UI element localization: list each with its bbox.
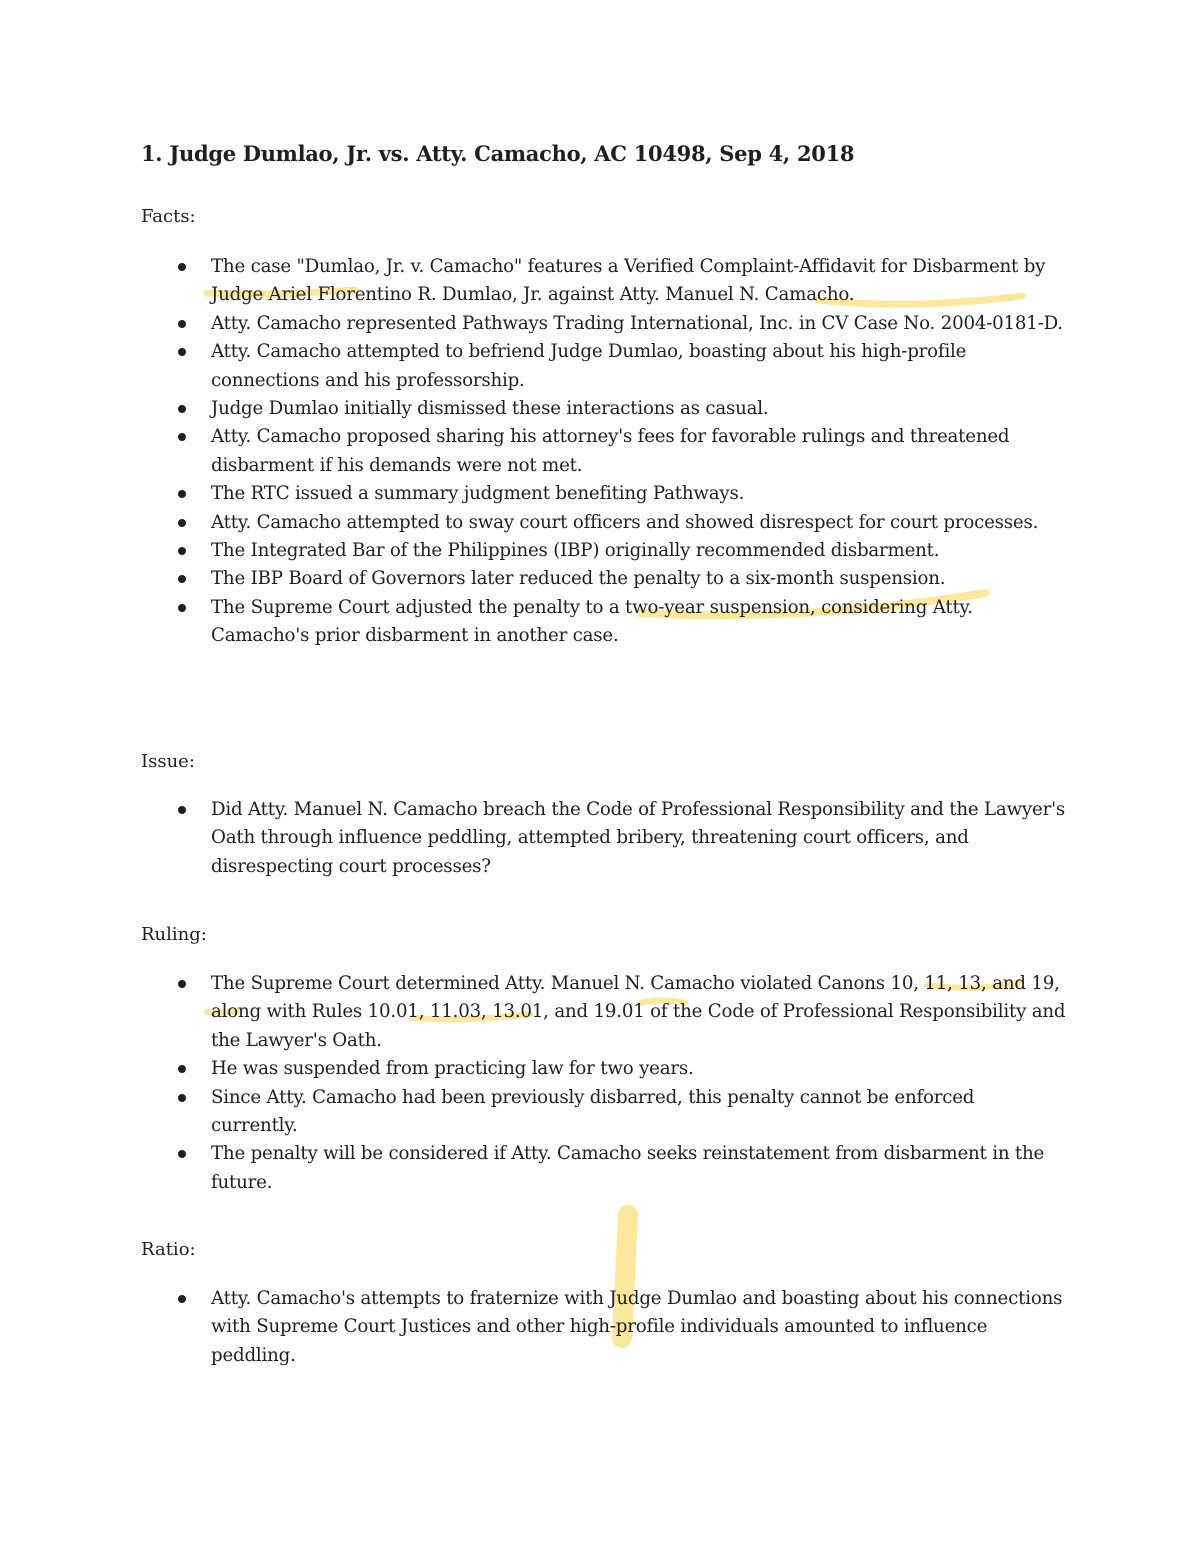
bullet-icon: [178, 1295, 186, 1303]
list-item: He was suspended from practicing law for two years.: [0, 1055, 1066, 1083]
list-item: The IBP Board of Governors later reduced the penalty to a six-month suspension.: [0, 565, 1066, 593]
issue-list: [0, 796, 1200, 881]
list-item: The Supreme Court determined Atty. Manuel N. Camacho violated Canons 10, 11, 13, and 19, along with Rules 10.01, 11.03, 13.01, and 19.01 of the Code of Professional Responsibility and the Lawyer's Oath.: [0, 970, 1066, 1055]
list-item: The penalty will be considered if Atty. Camacho seeks reinstatement from disbarment in the future.: [0, 1140, 1066, 1197]
list-item: Atty. Camacho attempted to sway court officers and showed disrespect for court processes.: [0, 509, 1066, 537]
issue-heading: Issue:: [141, 751, 195, 772]
document-title: 1. Judge Dumlao, Jr. vs. Atty. Camacho, AC 10498, Sep 4, 2018: [141, 141, 855, 166]
ruling-list: [0, 970, 1200, 1197]
bullet-icon: [178, 320, 186, 328]
bullet-icon: [178, 604, 186, 612]
list-item: Atty. Camacho attempted to befriend Judge Dumlao, boasting about his high-profile connections and his professorship.: [0, 338, 1066, 395]
list-item: Atty. Camacho represented Pathways Trading International, Inc. in CV Case No. 2004-0181-D.: [0, 310, 1066, 338]
bullet-icon: [178, 980, 186, 988]
facts-heading: Facts:: [141, 206, 196, 227]
list-item: Judge Dumlao initially dismissed these interactions as casual.: [0, 395, 1066, 423]
list-item: The Supreme Court adjusted the penalty to a two-year suspension, considering Atty. Camacho's prior disbarment in another case.: [0, 594, 1066, 651]
list-item: Since Atty. Camacho had been previously disbarred, this penalty cannot be enforced currently.: [0, 1084, 1066, 1141]
bullet-icon: [178, 547, 186, 555]
bullet-icon: [178, 806, 186, 814]
bullet-icon: [178, 263, 186, 271]
list-item: Atty. Camacho's attempts to fraternize with Judge Dumlao and boasting about his connections with Supreme Court Justices and other high-profile individuals amounted to influence peddling.: [0, 1285, 1066, 1370]
list-item: The case "Dumlao, Jr. v. Camacho" features a Verified Complaint-Affidavit for Disbarment by Judge Ariel Florentino R. Dumlao, Jr. against Atty. Manuel N. Camacho.: [0, 253, 1066, 310]
bullet-icon: [178, 433, 186, 441]
bullet-icon: [178, 519, 186, 527]
bullet-icon: [178, 405, 186, 413]
bullet-icon: [178, 490, 186, 498]
ruling-heading: Ruling:: [141, 924, 207, 945]
list-item: Did Atty. Manuel N. Camacho breach the Code of Professional Responsibility and the Lawyer's Oath through influence peddling, attempted bribery, threatening court officers, and disrespecting court processes?: [0, 796, 1066, 881]
bullet-icon: [178, 575, 186, 583]
bullet-icon: [178, 1065, 186, 1073]
list-item: The RTC issued a summary judgment benefiting Pathways.: [0, 480, 1066, 508]
list-item: The Integrated Bar of the Philippines (IBP) originally recommended disbarment.: [0, 537, 1066, 565]
bullet-icon: [178, 1094, 186, 1102]
bullet-icon: [178, 1150, 186, 1158]
ratio-heading: Ratio:: [141, 1239, 196, 1260]
bullet-icon: [178, 348, 186, 356]
ratio-list: [0, 1285, 1200, 1370]
facts-list: [0, 253, 1200, 651]
list-item: Atty. Camacho proposed sharing his attorney's fees for favorable rulings and threatened disbarment if his demands were not met.: [0, 423, 1066, 480]
